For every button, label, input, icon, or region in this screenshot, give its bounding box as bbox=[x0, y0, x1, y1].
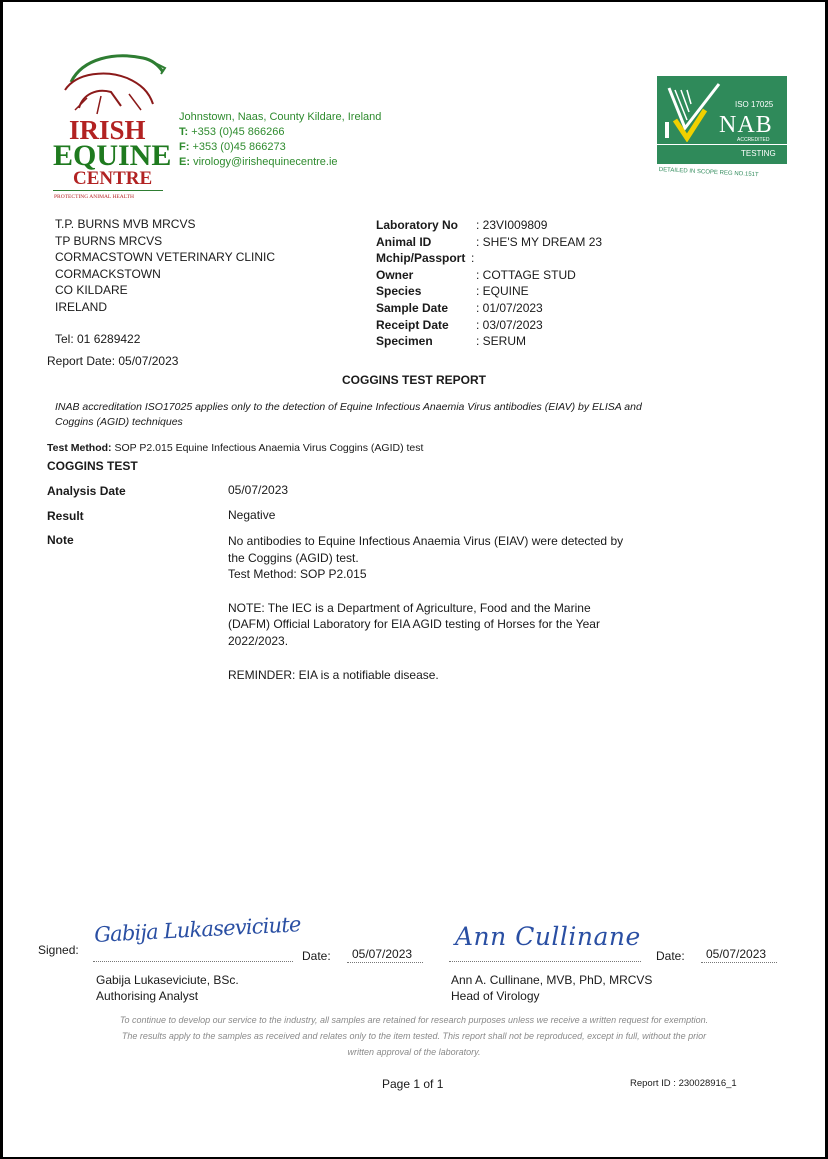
right-signatory-name: Ann A. Cullinane, MVB, PhD, MRCVS bbox=[451, 973, 653, 987]
left-signature-line bbox=[93, 961, 293, 962]
inab-name: NAB bbox=[719, 112, 773, 138]
logo-tagline: PROTECTING ANIMAL HEALTH bbox=[54, 194, 134, 200]
section-heading: COGGINS TEST bbox=[47, 459, 138, 473]
logo-irish: IRISH bbox=[69, 115, 146, 145]
note-label: Note bbox=[47, 533, 74, 547]
logo-equine: EQUINE bbox=[53, 139, 172, 172]
left-date: 05/07/2023 bbox=[352, 947, 413, 961]
recipient-line: CO KILDARE bbox=[55, 283, 128, 298]
page-number: Page 1 of 1 bbox=[382, 1077, 444, 1091]
inab-accreditation-note: INAB accreditation ISO17025 applies only to the detection of Equine Infectious Anaemia Virus antibodies (EIAV) by ELISA and Coggins (AGID) techniques bbox=[55, 401, 642, 428]
analysis-date-label: Analysis Date bbox=[47, 484, 126, 498]
inab-testing: TESTING bbox=[741, 149, 776, 158]
result-value: Negative bbox=[228, 508, 276, 522]
analysis-date-value: 05/07/2023 bbox=[228, 483, 289, 497]
report-title: COGGINS TEST REPORT bbox=[342, 373, 487, 387]
left-date-label: Date: bbox=[302, 949, 331, 963]
left-signatory-title: Authorising Analyst bbox=[96, 989, 199, 1003]
report-id: Report ID : 230028916_1 bbox=[630, 1078, 737, 1089]
left-signatory-name: Gabija Lukaseviciute, BSc. bbox=[96, 973, 239, 987]
recipient-tel: Tel: 01 6289422 bbox=[55, 332, 141, 346]
fax: F: +353 (0)45 866273 bbox=[179, 141, 286, 153]
recipient-line: CORMACSTOWN VETERINARY CLINIC bbox=[55, 250, 276, 265]
right-signature-line bbox=[449, 961, 641, 962]
irish-equine-centre-logo bbox=[51, 48, 171, 206]
right-signatory-title: Head of Virology bbox=[451, 989, 540, 1003]
address: Johnstown, Naas, County Kildare, Ireland bbox=[179, 111, 382, 123]
report-page: IRISH EQUINE CENTRE PROTECTING ANIMAL HEALTH Johnstown, Naas, County Kildare, Ireland T: +353 (0)45 866266 F: +353 (0)45 866273 E: virology@irishequinecentre.ie ISO 17025 NAB ACCREDITED TESTING DETAILED IN SCOPE REG NO.151T T.P. BURNS MVB MRCVS TP BURNS MRCVS CORMACSTOWN VETERINARY CLINIC CORMACKSTOWN CO KILDARE IRELAND Tel: 01 6289422 Laboratory No : 23VI009809 Animal ID : SHE'S MY DREAM 23 Mchip/Passport : Owner : COTTAGE STUD Species : EQUINE Sample Date : 01/07/2023 Receipt Date : 03/07/2023 Specimen : SERUM Report Date: 05/07/2023 COGGINS TEST REPORT INAB accreditation ISO17025 applies only to the detection of Equine Infectious Anaemia Virus antibodies (EIAV) by ELISA and Coggins (AGID) techniques Test Method: SOP P2.015 Equine Infectious Anaemia Virus Coggins (AGID) test COGGINS TEST Analysis Date 05/07/2023 Result Negative Note No antibodies to Equine Infectious Anaemia Virus (EIAV) were detected by the Coggins (AGID) test. Test Method: SOP P2.015 NOTE: The IEC is a Department of Agriculture, Food and the Marine (DAFM) Official Laboratory for EIA AGID testing of Horses for the Year 2022/2023. REMINDER: EIA is a notifiable disease. Signed: Gabija Lukaseviciute Date: 05/07/2023 Gabija Lukaseviciute, BSc. Authorising Analyst Ann Cullinane Date: 05/07/2023 Ann A. Cullinane, MVB, PhD, MRCVS Head of Virology To continue to develop our service to the industry, all samples are retained for research purposes unless we receive a written request for exemption. The results apply to the samples as received and relates only to the item tested. This report shall not be reproduced, except in full, without the prior written approval of the laboratory. Page 1 of 1 Report ID : 230028916_1 bbox=[3, 2, 825, 1157]
inab-accreditation-badge bbox=[657, 76, 787, 178]
right-date-label: Date: bbox=[656, 949, 685, 963]
note-text: No antibodies to Equine Infectious Anaemia Virus (EIAV) were detected by the Coggins (AGID) test. Test Method: SOP P2.015 NOTE: The IEC is a Department of Agriculture, Food and the Marine (DAFM) Official Laboratory for EIA AGID testing of Horses for the Year 2022/2023. REMINDER: EIA is a notifiable disease. bbox=[228, 534, 624, 682]
right-date: 05/07/2023 bbox=[706, 947, 767, 961]
inab-scope: DETAILED IN SCOPE REG NO.151T bbox=[658, 166, 759, 179]
inab-iso: ISO 17025 bbox=[735, 100, 774, 109]
right-signature: Ann Cullinane bbox=[455, 922, 641, 951]
recipient-line: IRELAND bbox=[55, 299, 108, 314]
test-method: Test Method: SOP P2.015 Equine Infectious Anaemia Virus Coggins (AGID) test bbox=[47, 442, 424, 454]
horse-logo-icon bbox=[57, 48, 169, 118]
inab-check-icon bbox=[665, 80, 725, 142]
recipient-line: T.P. BURNS MVB MRCVS bbox=[55, 217, 196, 231]
telephone: T: +353 (0)45 866266 bbox=[179, 126, 285, 138]
email: E: virology@irishequinecentre.ie bbox=[179, 156, 338, 168]
logo-centre: CENTRE bbox=[73, 168, 153, 189]
inab-accredited: ACCREDITED bbox=[737, 137, 770, 143]
report-date: Report Date: 05/07/2023 bbox=[47, 354, 179, 368]
footer-disclaimer: To continue to develop our service to the industry, all samples are retained for research purposes unless we receive a written request for exemption. The results apply to the samples as received and relates only to the item tested. This report shall not be reproduced, except in full, without the prior written approval of the laboratory. bbox=[119, 1015, 709, 1057]
signed-label: Signed: bbox=[38, 943, 79, 957]
recipient-address bbox=[55, 216, 275, 316]
result-label: Result bbox=[47, 509, 84, 523]
recipient-line: TP BURNS MRCVS bbox=[55, 233, 163, 248]
left-signature: Gabija Lukaseviciute bbox=[93, 912, 302, 948]
recipient-line: CORMACKSTOWN bbox=[55, 266, 161, 281]
